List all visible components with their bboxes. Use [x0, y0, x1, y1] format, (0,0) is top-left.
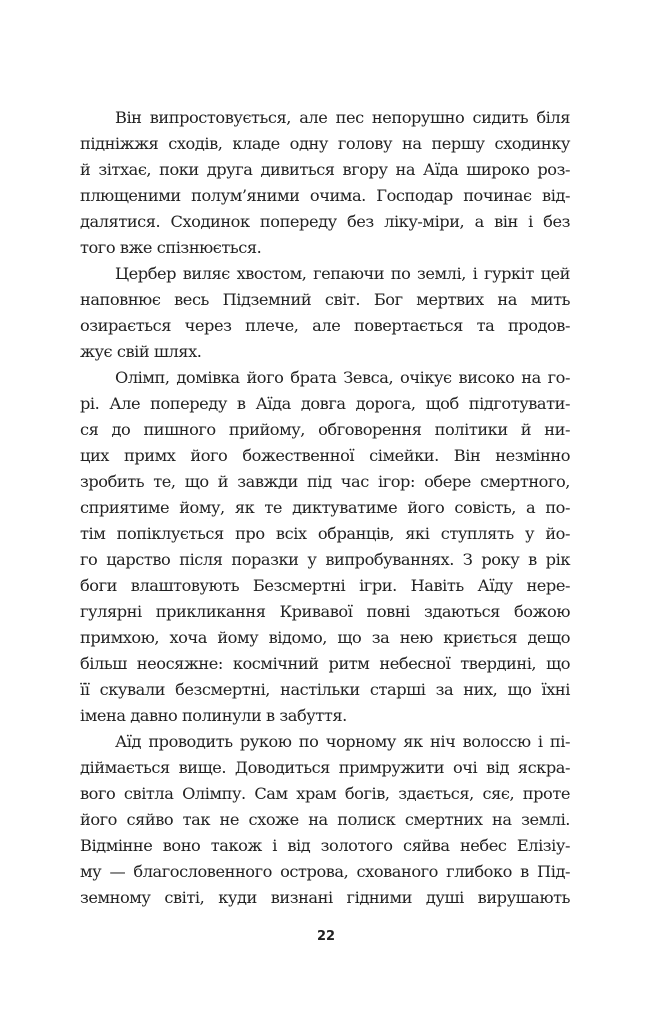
text-line: її скували безсмертні, настільки старші за них, що їхні [80, 680, 570, 699]
text-line: підніжжя сходів, кладе одну голову на першу сходинку [80, 134, 570, 153]
text-line: сприятиме йому, як те диктуватиме його совість, а по- [80, 498, 570, 517]
text-line: гулярні прикликання Кривавої повні здаються божою [80, 602, 570, 621]
text-line: Олімп, домівка його брата Зевса, очікує високо на го- [115, 368, 570, 387]
text-line: го царство після поразки у випробуваннях. З року в рік [80, 550, 570, 569]
text-line: жує свій шлях. [80, 342, 202, 361]
text-line: примхою, хоча йому відомо, що за нею криється дещо [80, 628, 570, 647]
text-line: того вже спізнюється. [80, 238, 262, 257]
text-line: земному світі, куди визнані гідними душі вирушають [80, 888, 570, 907]
page-number: 22 [316, 929, 336, 944]
text-line: боги влаштовують Безсмертні ігри. Навіть Аїду нере- [80, 576, 570, 595]
text-line: вого світла Олімпу. Сам храм богів, здається, сяє, проте [80, 784, 570, 803]
text-line: його сяйво так не схоже на полиск смертних на землі. [80, 810, 570, 829]
text-line: імена давно полинули в забуття. [80, 706, 347, 725]
text-line: тім попіклується про всіх обранців, які ступлять у йо- [80, 524, 570, 543]
text-line: більш неосяжне: космічний ритм небесної твердині, що [80, 654, 570, 673]
text-line: цих примх його божественної сімейки. Він незмінно [80, 446, 570, 465]
text-line: ся до пишного прийому, обговорення політики й ни- [80, 420, 570, 439]
text-line: діймається вище. Доводиться примружити очі від яскра- [80, 758, 570, 777]
text-line: Він випростовується, але пес непорушно сидить біля [115, 108, 570, 127]
text-line: Відмінне воно також і від золотого сяйва небес Елізіу- [80, 836, 570, 855]
text-line: й зітхає, поки друга дивиться вгору на Аїда широко роз- [80, 160, 570, 179]
text-line: далятися. Сходинок попереду без ліку-міри, а він і без [80, 212, 570, 231]
text-line: зробить те, що й завжди під час ігор: обере смертного, [80, 472, 570, 491]
text-line: наповнює весь Підземний світ. Бог мертвих на мить [80, 290, 570, 309]
body-text [80, 105, 570, 911]
text-line: рі. Але попереду в Аїда довга дорога, щоб підготувати- [80, 394, 570, 413]
text-line: Аїд проводить рукою по чорному як ніч волоссю і пі- [115, 732, 570, 751]
text-line: му — благословенного острова, схованого глибоко в Під- [80, 862, 570, 881]
text-line: плющеними полум’яними очима. Господар починає від- [80, 186, 570, 205]
text-line: Цербер виляє хвостом, гепаючи по землі, і гуркіт цей [115, 264, 570, 283]
text-line: озирається через плече, але повертається та продов- [80, 316, 570, 335]
